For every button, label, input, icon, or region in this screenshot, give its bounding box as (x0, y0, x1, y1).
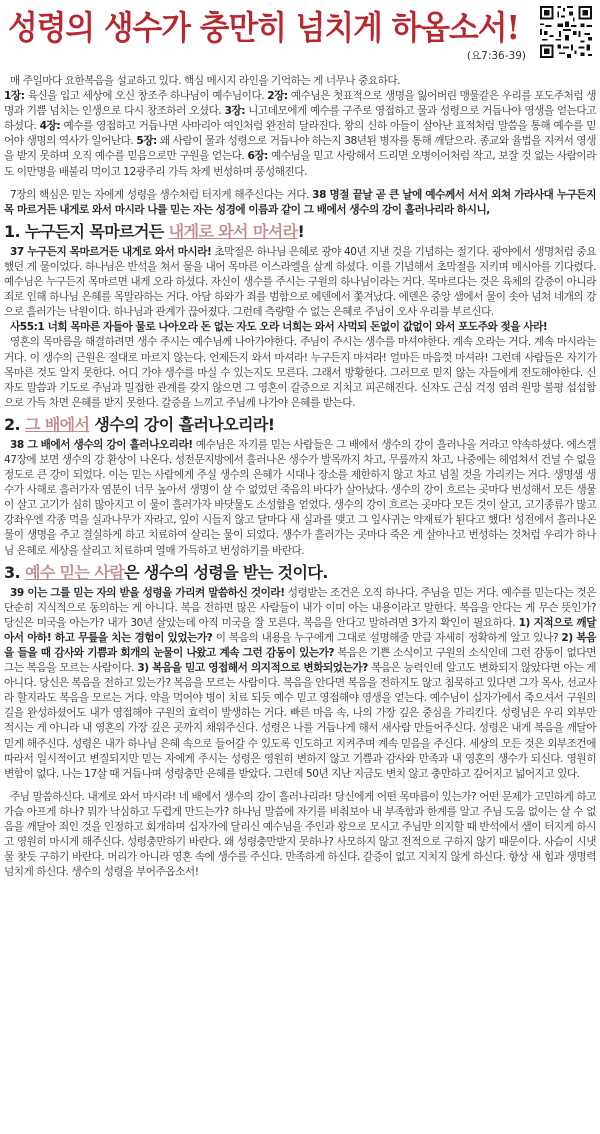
section-title-highlight: 내게로 와서 마셔라 (168, 221, 298, 241)
chapter-label: 5장: (136, 135, 157, 148)
section2-verse: 38 그 배에서 생수의 강이 흘러나오리라! (10, 438, 193, 451)
section-title-highlight: 예수 믿는 사람 (25, 562, 125, 582)
section1-paragraph-2 (4, 335, 596, 410)
section-heading-2 (4, 415, 596, 435)
closing-text: 주님 말씀하신다. 내게로 와서 마시라! 네 배에서 생수의 강이 흘러나리라! 당신에게 어떤 목마름이 있는가? 어떤 문제가 고민하게 하고 가슴 아프게 하나? 뭐가 낙심하고 두렵게 만드는가? 하나님 말씀에 자기를 비춰보아 내 부족함과 한계를 알고 주님 도움 없이는 살 수 없음을 깨달아 죄인 것을 인정하고 회개하며 십자가에 달리신 예수님을 주인과 왕으로 모시고 주님만 의지할 때 반석에서 샘이 터지게 하시고 영원히 마시게 해주신다. 성령충만하기 바란다. 왜 성령충만받지 못하나? 사모하지 않고 전적으로 구하지 않기 때문이다. 사슴이 시냇물 찾듯 구하기 바란다. 머리가 아니라 영혼 속에 생수를 주신다. 만족하게 하신다. 갈증이 없고 지치지 않게 하신다. 항상 새 힘과 생명력 넘치게 하신다. 생수의 성령을 부어주옵소서! (4, 790, 596, 879)
chapter-text: 니고데모에게 예수를 구주로 영접하고 물과 성령으로 거듭나야 영생을 얻는다고 하셨다. (4, 105, 596, 133)
section3-point-3: 3) 복음을 믿고 영접해서 의지적으로 변화되었는가? (137, 662, 368, 675)
section-number: 3. (4, 562, 21, 582)
chapter-text: 예수님은 첫표적으로 생명을 잃어버린 맹물같은 우리를 포도주처럼 생명과 기쁨 넘치는 인생으로 다시 창조하러 오셨다. (4, 90, 596, 118)
scripture-reference: (요7:36-39) (466, 50, 526, 62)
chapter-label: 1장: (4, 90, 25, 103)
section-title-post: 은 생수의 성령을 받는 것이다. (124, 562, 328, 582)
key-verse: 38 명절 끝날 곧 큰 날에 예수께서 서서 외쳐 가라사대 누구든지 목 마르거든 내게로 와서 마시라 나를 믿는 자는 성경에 이름과 같이 그 배에서 생수의 강이 흘러나리라 하시니, (4, 188, 596, 216)
section1-verse: 37 누구든지 목마르거든 내게로 와서 마시라! (10, 245, 212, 258)
section3-paragraph (4, 586, 596, 782)
section-heading-1 (4, 222, 596, 242)
chapter-text: 예수님을 믿고 사랑해서 드리면 오병이어처럼 작고, 보잘 것 없는 사람이라도 이만명을 배불리 먹이고 12광주리 가득 차게 번성하며 풍성해진다. (4, 150, 596, 178)
chapter-text: 예수를 영접하고 거듭나면 사마리아 여인처럼 완전히 달라진다. 왕의 신하 아들이 살아난 표적처럼 말씀을 통해 예수를 믿어야 생명의 역사가 일어난다. (4, 120, 596, 148)
chapter-text: 육신을 입고 세상에 오신 창조주 하나님이 예수님이다. (24, 90, 268, 103)
section-title-post: ! (297, 221, 305, 241)
section-title-highlight: 그 배에서 (25, 414, 90, 434)
section-title-pre: 누구든지 목마르거든 (20, 221, 169, 241)
chapter-label: 4장: (39, 120, 61, 133)
section3-verse: 39 이는 그를 믿는 자의 받을 성령을 가리켜 말씀하신 것이라! (10, 586, 285, 599)
key-verse-paragraph (4, 188, 596, 218)
section1-paragraph (4, 245, 596, 320)
chapter-text: 왜 사람이 물과 성령으로 거듭나야 하는지 38년된 병자를 통해 깨닫으라. 종교와 율법을 지켜서 영생을 받지 못하며 오직 예수를 믿음으로만 구원을 얻는다. (4, 135, 596, 163)
section3-point-1: 1) 지적으로 깨달아서 아하! 하고 무릎을 치는 경험이 있었는가? (4, 616, 596, 644)
section-title-post: 생수의 강이 흘러나오리라! (89, 414, 275, 434)
chapter-label: 3장: (224, 105, 245, 118)
intro-text: 매 주일마다 요한복음을 설교하고 있다. 핵심 메시지 라인을 기억하는 게 너무나 중요하다. (10, 75, 401, 87)
section-heading-3 (4, 563, 596, 583)
section3-text: 이 복음의 내용을 누구에게 그대로 설명해줄 만큼 자세히 정확하게 알고 있나? (212, 631, 562, 644)
isaiah-verse: 사55:1 너희 목마른 자들아 물로 나아오라 돈 없는 자도 오라 너희는 와서 사먹되 돈없이 값없이 와서 포도주와 젖을 사라! (10, 321, 548, 334)
section3-text: 성령받는 조건은 오직 하나다. 주님을 믿는 거다. 예수를 믿는다는 것은 단순히 지식적으로 동의하는 게 아니다. 복음 전하면 많은 사람들이 내가 이미 아는 내용이라고 말한다. 복음을 안다는 게 무슨 뜻인가? 당신은 미국을 아는가? 내가 30년 살았는데 아직 미국을 잘 모른다. 복음을 안다고 말하려면 3가지 확인이 필요하다. (4, 586, 596, 629)
chapter-label: 6장: (247, 150, 268, 163)
section1-text-2: 영혼의 목마름을 해결하려면 생수 주시는 예수님께 나아가야한다. 주님이 주시는 생수를 마셔야한다. 계속 오라는 거다. 계속 마시라는 거다. 이 생수의 근원은 절대로 마르지 않는다. 언제든지 와서 마셔라! 누구든지 마셔라! 얼마든 마음껏 마셔라! 그런데 사람들은 자기가 목마른 것도 알지 못한다. 어디 가야 생수를 마실 수 있는지도 모른다. 그래서 방황한다. 그러므로 믿지 않는 자들에게 전도해야한다. 신자도 말씀과 기도로 주님과 밀접한 관계를 갖지 않으면 그 영혼이 갈증으로 지치고 피곤해진다. 신자도 근심 걱정 염려 원망 불평 섭섭함으로 가득 차면 은혜를 받지 못한다. 갈증을 느끼고 주님께 나가야 은혜를 받는다. (4, 336, 596, 409)
intro2-text: 7장의 핵심은 믿는 자에게 성령을 생수처럼 터지게 해주신다는 거다. (10, 188, 313, 201)
section-number: 1. (4, 221, 21, 241)
closing-paragraph (4, 790, 596, 881)
section1-text: 초막절은 하나님 은혜로 광야 40년 지낸 것을 기념하는 절기다. 광야에서 생명처럼 중요했던 게 물이었다. 하나님은 반석을 쳐서 물을 내어 목마른 이스라엘을 살게 하셨다. 이를 기념해서 초막절을 지키며 메시아를 기다렸다. 예수님은 누구든지 목마르면 내게 오라 하셨다. 자신이 생수를 주시는 구원의 하나님이라는 거다. 목마르다는 것은 육체의 갈증이 아니라 죄로 인해 하나님 은혜를 목말라하는 거다. 아담 하와가 죄를 범함으로 에덴에서 쫓겨났다. 에덴은 중앙 샘에서 물이 솟아 넘쳐 네개의 강으로 흘러가는 낙원이다. 하나님과 관계가 끊어졌다. 그런데 측량할 수 없는 은혜로 주님이 오사 우리를 부르신다. (4, 245, 596, 319)
section2-text: 예수님은 자기를 믿는 사람들은 그 배에서 생수의 강이 흘러나올 거라고 약속하셨다. 에스겔 47장에 보면 생수의 강 환상이 나온다. 성전문지방에서 흘러나온 생수가 발목까지 차고, 무릎까지 차고, 나중에는 헤엄쳐서 건널 수 없을 정도로 큰 강이 되었다. 이는 믿는 사람에게 주실 생수의 은혜가 시대나 장소를 제한하지 않고 차고 넘칠 것을 가리키는 거다. 생명샘 생수가 사해로 흘러가자 염분이 너무 높아서 생명이 살 수 없었던 죽음의 바다가 살아났다. 생수의 강이 흐르는 곳마다 번성해서 모든 생물이 살고 고기가 심히 많아지고 이 물이 흘러가자 바닷물도 소성함을 얻었다. 생수의 강이 흐르는 곳마다 모든 것이 살고, 고기종류가 많고 강좌우엔 각종 먹을 실과나무가 자라고, 잎이 시들지 않고 달마다 새 실과를 맺고 그 잎사귀는 약재료가 된다고 했다! 성전에서 흘러나온 물이 생명을 주고 결실하게 하고 치료하여 살리는 물이 되었다. 생수가 흘러가는 곳마다 죽은 게 살아나고 번성하는 것처럼 우리가 하나님 은혜로 세상을 살리고 치료하며 열매 가득하고 번성하기를 바란다. (4, 438, 597, 557)
intro-paragraph (4, 74, 596, 180)
qr-code-icon[interactable] (538, 4, 594, 60)
section3-text: 복음은 기쁜 소식이고 구원의 소식인데 그런 감동이 없다면 그는 복음을 모르는 사람이다. (4, 647, 596, 675)
section-number: 2. (4, 414, 21, 434)
section2-paragraph (4, 438, 596, 559)
section3-point-2: 2) 복음을 들을 때 감사와 기쁨과 회개의 눈물이 나왔고 계속 그런 감동이 있는가? (4, 631, 597, 659)
isaiah-verse-paragraph (4, 320, 596, 335)
section3-text: 복음은 능력인데 알고도 변화되지 않았다면 아는 게 아니다. 당신은 복음을 전하고 있는가? 복음을 모르는 사람이다. 복음을 안다면 복음을 전하지도 않고 침묵하고 있다면 그가 목사, 선교사라 할지라도 복음을 모르는 거다. 약을 먹어야 병이 치료 되듯 예수 믿고 영접해야 영생을 얻는다. 예수님이 십자가에서 죽으셔서 구원의 길을 완성하셨어도 내가 영접해야 구원의 효력이 발생하는 거다. 빠른 마음 속, 나의 가장 깊은 중심을 가리킨다. 성령님은 우리 외부만 적시는 게 아니라 내 영혼의 가장 깊은 곳까지 채워주신다. 성령은 나를 거듭나게 해서 새사람 만들어주신다. 성령은 내게 복음을 깨달아 믿게 해주신다. 성령은 내가 하나님 은혜 속으로 들어갈 수 있도록 인도하고 지켜주며 계속 믿음을 주신다. 세상의 모든 것은 외부조건에 따라서 일시적이고 변질되지만 믿는 자에게 주시는 성령은 영원히 변하지 않고 기쁨과 감사와 만족과 내 영혼의 생수가 되신다. 영원히 변함이 없다. 나는 17살 때 거듭나며 성령충만 은혜를 받았다. 그런데 50년 지난 지금도 변치 않고 충만하고 깊어지고 넓어지고 있다. (4, 662, 596, 780)
sermon-title: 성령의 생수가 충만히 넘치게 하옵소서! (8, 8, 520, 47)
sermon-body (4, 74, 596, 880)
chapter-label: 2장: (267, 90, 288, 103)
header (0, 0, 600, 62)
